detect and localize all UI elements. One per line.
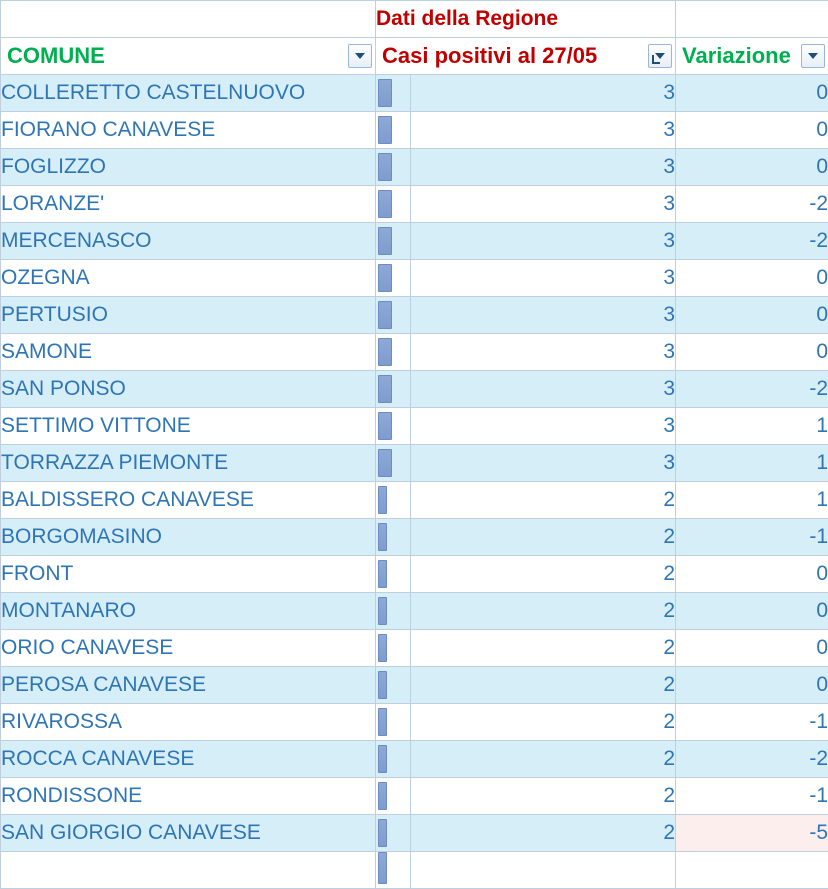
header-row <box>1 38 828 75</box>
cell-casi-positivi[interactable]: 2 <box>411 556 676 593</box>
cell-databar <box>376 741 411 778</box>
cell-variazione[interactable]: 0 <box>676 556 828 593</box>
cell-comune[interactable]: SAMONE <box>1 334 376 371</box>
cell-databar <box>376 223 411 260</box>
databar-fill <box>378 560 387 588</box>
cell-variazione[interactable]: 0 <box>676 260 828 297</box>
table-row[interactable] <box>1 371 828 408</box>
table-row[interactable] <box>1 223 828 260</box>
cell-casi-positivi[interactable]: 3 <box>411 112 676 149</box>
databar-fill <box>378 819 387 847</box>
cell-variazione[interactable]: 1 <box>676 482 828 519</box>
cell-databar <box>376 445 411 482</box>
header-label-variazione: Variazione <box>676 43 828 69</box>
cell-casi-positivi[interactable]: 2 <box>411 815 676 852</box>
databar-fill <box>378 449 392 477</box>
databar-fill <box>378 190 392 218</box>
cell-databar <box>376 75 411 112</box>
cell-casi-positivi[interactable]: 3 <box>411 260 676 297</box>
table-row[interactable] <box>1 556 828 593</box>
cell-casi-positivi[interactable]: 3 <box>411 75 676 112</box>
cell-variazione[interactable]: -5 <box>676 815 828 852</box>
table-row[interactable] <box>1 704 828 741</box>
header-cell-casi <box>376 38 676 75</box>
cell-comune[interactable]: PERTUSIO <box>1 297 376 334</box>
cell-variazione[interactable]: -1 <box>676 704 828 741</box>
cell-casi-positivi[interactable]: 2 <box>411 630 676 667</box>
table-row[interactable] <box>1 445 828 482</box>
cell-databar <box>376 297 411 334</box>
cell-casi-positivi[interactable]: 2 <box>411 593 676 630</box>
cell-comune[interactable]: COLLERETTO CASTELNUOVO <box>1 75 376 112</box>
cell-comune[interactable]: TORRAZZA PIEMONTE <box>1 445 376 482</box>
table-row[interactable] <box>1 334 828 371</box>
cell-comune[interactable]: PEROSA CANAVESE <box>1 667 376 704</box>
cell-casi-positivi[interactable]: 2 <box>411 741 676 778</box>
cell-casi-positivi[interactable]: 3 <box>411 297 676 334</box>
table-row[interactable] <box>1 741 828 778</box>
cell-databar <box>376 334 411 371</box>
cell-partial <box>676 852 828 889</box>
table-row[interactable] <box>1 667 828 704</box>
table-row[interactable] <box>1 519 828 556</box>
databar-fill <box>378 412 392 440</box>
header-cell-comune <box>1 38 376 75</box>
cell-variazione[interactable]: 0 <box>676 297 828 334</box>
cell-comune[interactable]: SAN GIORGIO CANAVESE <box>1 815 376 852</box>
cell-casi-positivi[interactable]: 3 <box>411 186 676 223</box>
table-row[interactable] <box>1 593 828 630</box>
header-label-casi: Casi positivi al 27/05 <box>376 43 675 69</box>
table-row[interactable] <box>1 186 828 223</box>
cell-casi-positivi[interactable]: 2 <box>411 704 676 741</box>
cell-partial <box>1 852 376 889</box>
databar-fill <box>378 116 392 144</box>
cell-comune[interactable]: SAN PONSO <box>1 371 376 408</box>
filter-dropdown-icon-variazione[interactable] <box>801 44 825 68</box>
databar-fill <box>378 671 387 699</box>
cell-comune[interactable]: RIVAROSSA <box>1 704 376 741</box>
table-row[interactable] <box>1 408 828 445</box>
cell-casi-positivi[interactable]: 3 <box>411 408 676 445</box>
databar-fill <box>378 597 387 625</box>
cell-databar <box>376 593 411 630</box>
cell-variazione[interactable]: 0 <box>676 149 828 186</box>
cell-comune[interactable]: FOGLIZZO <box>1 149 376 186</box>
table-row-partial <box>1 852 828 889</box>
cell-partial <box>376 852 411 889</box>
cell-databar <box>376 630 411 667</box>
databar-fill <box>378 852 387 884</box>
cell-comune[interactable]: FRONT <box>1 556 376 593</box>
table-row[interactable] <box>1 260 828 297</box>
cell-casi-positivi[interactable]: 2 <box>411 778 676 815</box>
cell-casi-positivi[interactable]: 3 <box>411 371 676 408</box>
cell-comune[interactable]: MERCENASCO <box>1 223 376 260</box>
cell-variazione[interactable]: -2 <box>676 371 828 408</box>
databar-fill <box>378 782 387 810</box>
databar-fill <box>378 301 392 329</box>
cell-databar <box>376 112 411 149</box>
databar-fill <box>378 634 387 662</box>
cell-databar <box>376 371 411 408</box>
cell-databar <box>376 408 411 445</box>
databar-fill <box>378 153 392 181</box>
cell-variazione[interactable]: -2 <box>676 741 828 778</box>
cell-databar <box>376 704 411 741</box>
databar-fill <box>378 708 387 736</box>
cell-databar <box>376 556 411 593</box>
cell-variazione[interactable]: -1 <box>676 519 828 556</box>
cell-comune[interactable]: MONTANARO <box>1 593 376 630</box>
table-row[interactable] <box>1 297 828 334</box>
cell-variazione[interactable]: 0 <box>676 75 828 112</box>
cell-casi-positivi[interactable]: 3 <box>411 445 676 482</box>
header-cell-variazione <box>676 38 828 75</box>
chevron-down-icon <box>355 53 365 59</box>
title-row <box>1 1 828 38</box>
cell-databar <box>376 778 411 815</box>
cell-databar <box>376 186 411 223</box>
cell-comune[interactable]: BORGOMASINO <box>1 519 376 556</box>
cell-comune[interactable]: ORIO CANAVESE <box>1 630 376 667</box>
cell-variazione[interactable]: 1 <box>676 445 828 482</box>
databar-fill <box>378 79 392 107</box>
table-row[interactable] <box>1 815 828 852</box>
cell-comune[interactable]: RONDISSONE <box>1 778 376 815</box>
table-row[interactable] <box>1 112 828 149</box>
cell-comune[interactable]: OZEGNA <box>1 260 376 297</box>
cell-comune[interactable]: SETTIMO VITTONE <box>1 408 376 445</box>
filter-dropdown-icon-comune[interactable] <box>348 44 372 68</box>
cell-partial <box>411 852 676 889</box>
databar-fill <box>378 264 392 292</box>
cell-variazione[interactable]: -1 <box>676 778 828 815</box>
cell-variazione[interactable]: -2 <box>676 186 828 223</box>
databar-fill <box>378 227 392 255</box>
table-row[interactable] <box>1 630 828 667</box>
cell-variazione[interactable]: 0 <box>676 112 828 149</box>
table-row[interactable] <box>1 149 828 186</box>
title-row-blank-cell <box>1 1 376 38</box>
cell-casi-positivi[interactable]: 2 <box>411 667 676 704</box>
cell-variazione[interactable]: 0 <box>676 593 828 630</box>
cell-casi-positivi[interactable]: 2 <box>411 482 676 519</box>
cell-comune[interactable]: LORANZE' <box>1 186 376 223</box>
cell-comune[interactable]: ROCCA CANAVESE <box>1 741 376 778</box>
title-row-blank-cell-right <box>676 1 828 38</box>
databar-fill <box>378 745 387 773</box>
cell-casi-positivi[interactable]: 3 <box>411 223 676 260</box>
cell-casi-positivi[interactable]: 3 <box>411 334 676 371</box>
databar-fill <box>378 375 392 403</box>
chevron-down-icon <box>808 53 818 59</box>
cell-casi-positivi[interactable]: 2 <box>411 519 676 556</box>
cell-databar <box>376 260 411 297</box>
cell-comune[interactable]: BALDISSERO CANAVESE <box>1 482 376 519</box>
cell-variazione[interactable]: 0 <box>676 334 828 371</box>
table-row[interactable] <box>1 75 828 112</box>
header-label-comune: COMUNE <box>1 43 375 69</box>
cell-databar <box>376 519 411 556</box>
cell-casi-positivi[interactable]: 3 <box>411 149 676 186</box>
databar-fill <box>378 523 387 551</box>
cell-databar <box>376 667 411 704</box>
cell-databar <box>376 482 411 519</box>
cell-databar <box>376 149 411 186</box>
cell-databar <box>376 815 411 852</box>
cell-comune[interactable]: FIORANO CANAVESE <box>1 112 376 149</box>
cell-variazione[interactable]: 0 <box>676 630 828 667</box>
region-title: Dati della Regione <box>376 1 676 38</box>
cell-variazione[interactable]: -2 <box>676 223 828 260</box>
cell-variazione[interactable]: 1 <box>676 408 828 445</box>
table-row[interactable] <box>1 482 828 519</box>
databar-fill <box>378 338 392 366</box>
table-row[interactable] <box>1 778 828 815</box>
databar-fill <box>378 486 387 514</box>
cell-variazione[interactable]: 0 <box>676 667 828 704</box>
filter-sorted-icon-casi[interactable] <box>648 44 672 68</box>
sort-ascending-icon <box>652 55 660 64</box>
